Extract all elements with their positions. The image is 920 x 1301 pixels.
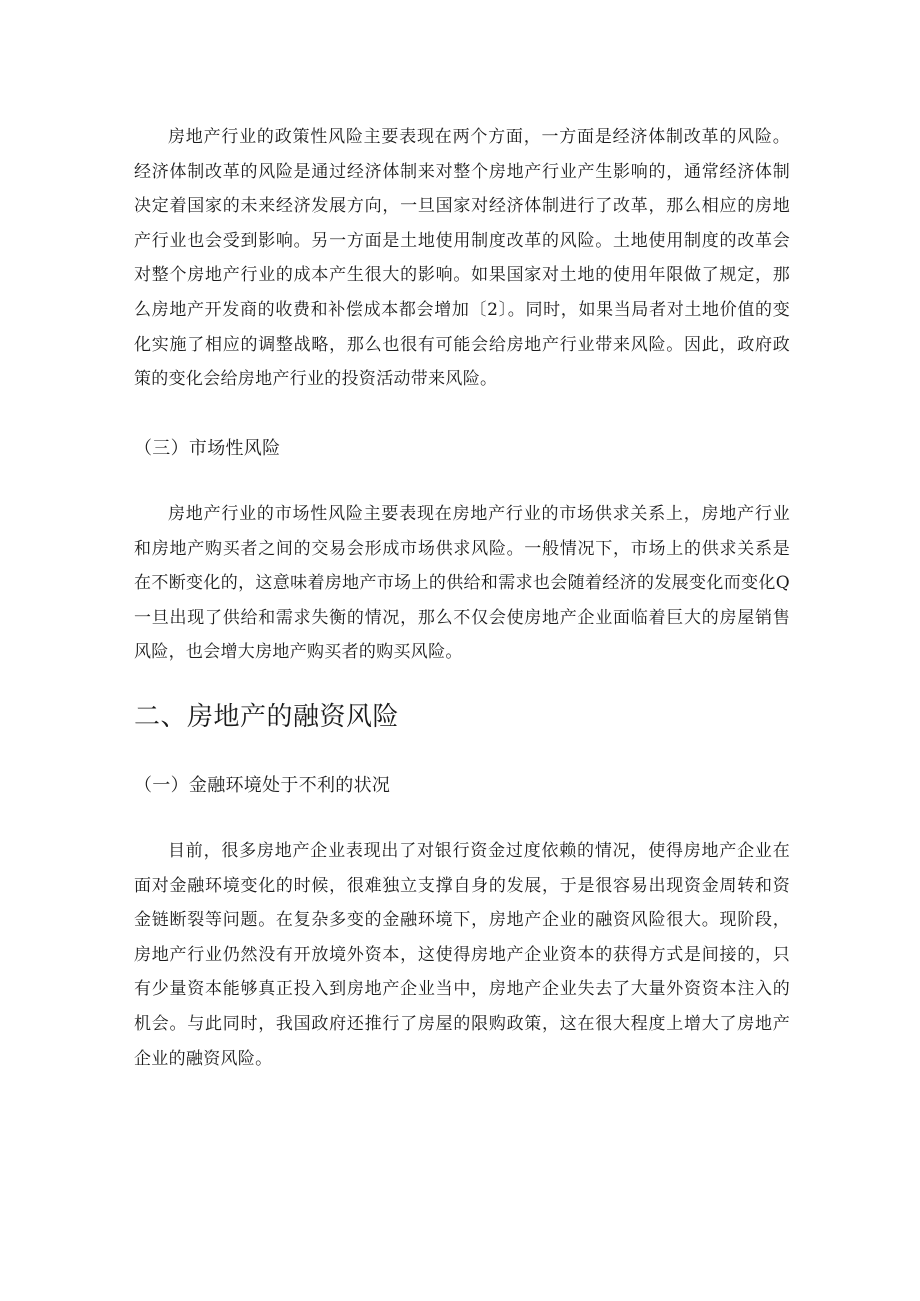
paragraph-financial-environment: 目前，很多房地产企业表现出了对银行资金过度依赖的情况，使得房地产企业在面对金融环境变化的时候，很难独立支撑自身的发展，于是很容易出现资金周转和资金链断裂等问题。在复杂多变的金融环境下，房地产企业的融资风险很大。现阶段，房地产行业仍然没有开放境外资本，这使得房地产企业资本的获得方式是间接的，只有少量资本能够真正投入到房地产企业当中，房地产企业失去了大量外资资本注入的机会。与此同时，我国政府还推行了房屋的限购政策，这在很大程度上增大了房地产企业的融资风险。 <box>134 841 790 1069</box>
paragraph-policy-risk: 房地产行业的政策性风险主要表现在两个方面，一方面是经济体制改革的风险。经济体制改革的风险是通过经济体制来对整个房地产行业产生影响的，通常经济体制决定着国家的未来经济发展方向，一旦国家对经济体制进行了改革，那么相应的房地产行业也会受到影响。另一方面是土地使用制度改革的风险。土地使用制度的改革会对整个房地产行业的成本产生很大的影响。如果国家对土地的使用年限做了规定，那么房地产开发商的收费和补偿成本都会增加〔2〕。同时，如果当局者对土地价值的变化实施了相应的调整战略，那么也很有可能会给房地产行业带来风险。因此，政府政策的变化会给房地产行业的投资活动带来风险。 <box>134 127 790 390</box>
subheading-market-risk: （三）市场性风险 <box>134 438 281 459</box>
subheading-financial-environment: （一）金融环境处于不利的状况 <box>134 775 391 796</box>
paragraph-market-risk: 房地产行业的市场性风险主要表现在房地产行业的市场供求关系上，房地产行业和房地产购买者之间的交易会形成市场供求风险。一般情况下，市场上的供求关系是在不断变化的，这意味着房地产市场上的供给和需求也会随着经济的发展变化而变化Q一旦出现了供给和需求失衡的情况，那么不仅会使房地产企业面临着巨大的房屋销售风险，也会增大房地产购买者的购买风险。 <box>134 504 790 663</box>
heading-financing-risk: 二、房地产的融资风险 <box>134 702 400 732</box>
